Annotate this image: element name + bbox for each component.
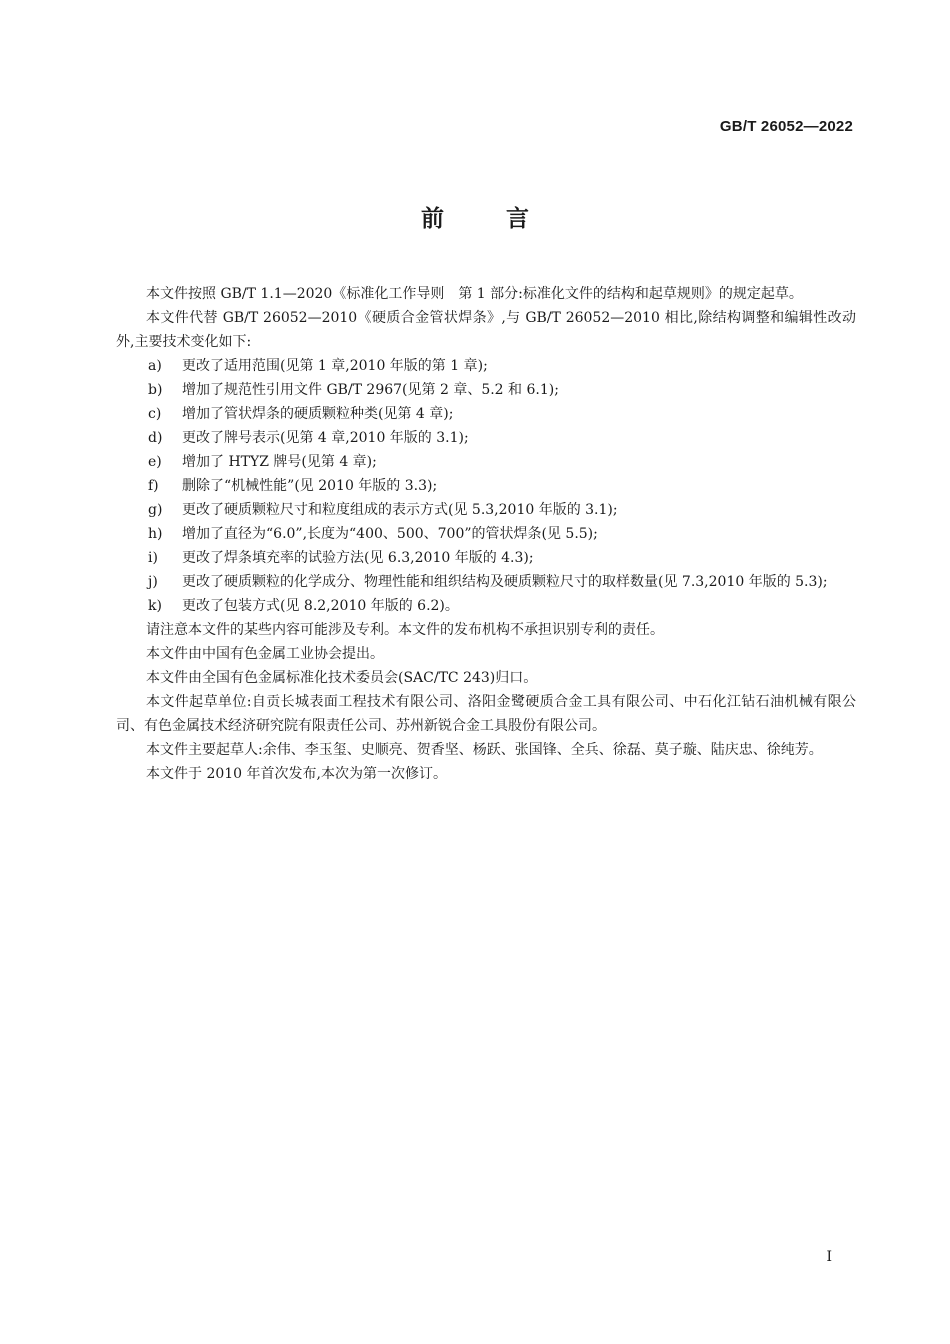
list-item — [116, 402, 856, 426]
list-marker: a) — [148, 358, 162, 374]
list-item-text: 增加了管状焊条的硬质颗粒种类(见第 4 章); — [182, 406, 454, 422]
list-item-text: 更改了硬质颗粒的化学成分、物理性能和组织结构及硬质颗粒尺寸的取样数量(见 7.3,2010 年版的 5.3); — [182, 574, 828, 590]
page-title — [0, 200, 950, 233]
standard-code: GB/T 26052—2022 — [719, 118, 853, 135]
list-marker: h) — [148, 526, 163, 542]
list-item — [116, 522, 856, 546]
list-item — [116, 594, 856, 618]
list-item-text: 增加了规范性引用文件 GB/T 2967(见第 2 章、5.2 和 6.1); — [182, 382, 559, 398]
list-item-text: 更改了牌号表示(见第 4 章,2010 年版的 3.1); — [182, 430, 469, 446]
title-char-1: 前 — [421, 206, 444, 232]
title-char-2: 言 — [506, 206, 529, 232]
list-item — [116, 474, 856, 498]
changes-list — [116, 354, 856, 618]
list-item — [116, 570, 856, 594]
list-item-text: 增加了直径为“6.0”,长度为“400、500、700”的管状焊条(见 5.5); — [182, 526, 598, 542]
list-item-text: 更改了焊条填充率的试验方法(见 6.3,2010 年版的 4.3); — [182, 550, 534, 566]
intro-paragraph: 本文件代替 GB/T 26052—2010《硬质合金管状焊条》,与 GB/T 26052—2010 相比,除结构调整和编辑性改动外,主要技术变化如下: — [116, 310, 856, 350]
drafters: 本文件主要起草人:余伟、李玉玺、史顺亮、贺香坚、杨跃、张国锋、全兵、徐磊、莫子璇、陆庆忠、徐纯芳。 — [146, 742, 823, 758]
list-item-text: 删除了“机械性能”(见 2010 年版的 3.3); — [182, 478, 438, 494]
list-marker: f) — [148, 478, 159, 494]
list-item — [116, 498, 856, 522]
list-marker: k) — [148, 598, 162, 614]
list-item — [116, 378, 856, 402]
list-marker: e) — [148, 454, 162, 470]
drafting-units: 本文件起草单位:自贡长城表面工程技术有限公司、洛阳金鹭硬质合金工具有限公司、中石化江钻石油机械有限公司、有色金属技术经济研究院有限责任公司、苏州新锐合金工具股份有限公司。 — [116, 694, 856, 734]
foreword-body — [116, 282, 856, 786]
patent-notice: 请注意本文件的某些内容可能涉及专利。本文件的发布机构不承担识别专利的责任。 — [146, 622, 664, 638]
publication-history: 本文件于 2010 年首次发布,本次为第一次修订。 — [146, 766, 447, 782]
list-marker: i) — [148, 550, 158, 566]
proposer-statement: 本文件由中国有色金属工业协会提出。 — [146, 646, 384, 662]
list-marker: g) — [148, 502, 163, 518]
intro-paragraph: 本文件按照 GB/T 1.1—2020《标准化工作导则 第 1 部分:标准化文件的结构和起草规则》的规定起草。 — [146, 286, 803, 302]
list-item — [116, 450, 856, 474]
list-item — [116, 426, 856, 450]
list-item-text: 更改了硬质颗粒尺寸和粒度组成的表示方式(见 5.3,2010 年版的 3.1); — [182, 502, 618, 518]
page-number: I — [826, 1249, 832, 1265]
list-marker: c) — [148, 406, 162, 422]
committee-statement: 本文件由全国有色金属标准化技术委员会(SAC/TC 243)归口。 — [146, 670, 538, 686]
list-item — [116, 354, 856, 378]
list-marker: j) — [148, 574, 158, 590]
list-marker: d) — [148, 430, 163, 446]
list-item-text: 增加了 HTYZ 牌号(见第 4 章); — [182, 454, 377, 470]
list-item-text: 更改了包装方式(见 8.2,2010 年版的 6.2)。 — [182, 598, 459, 614]
list-item-text: 更改了适用范围(见第 1 章,2010 年版的第 1 章); — [182, 358, 488, 374]
list-item — [116, 546, 856, 570]
list-marker: b) — [148, 382, 163, 398]
